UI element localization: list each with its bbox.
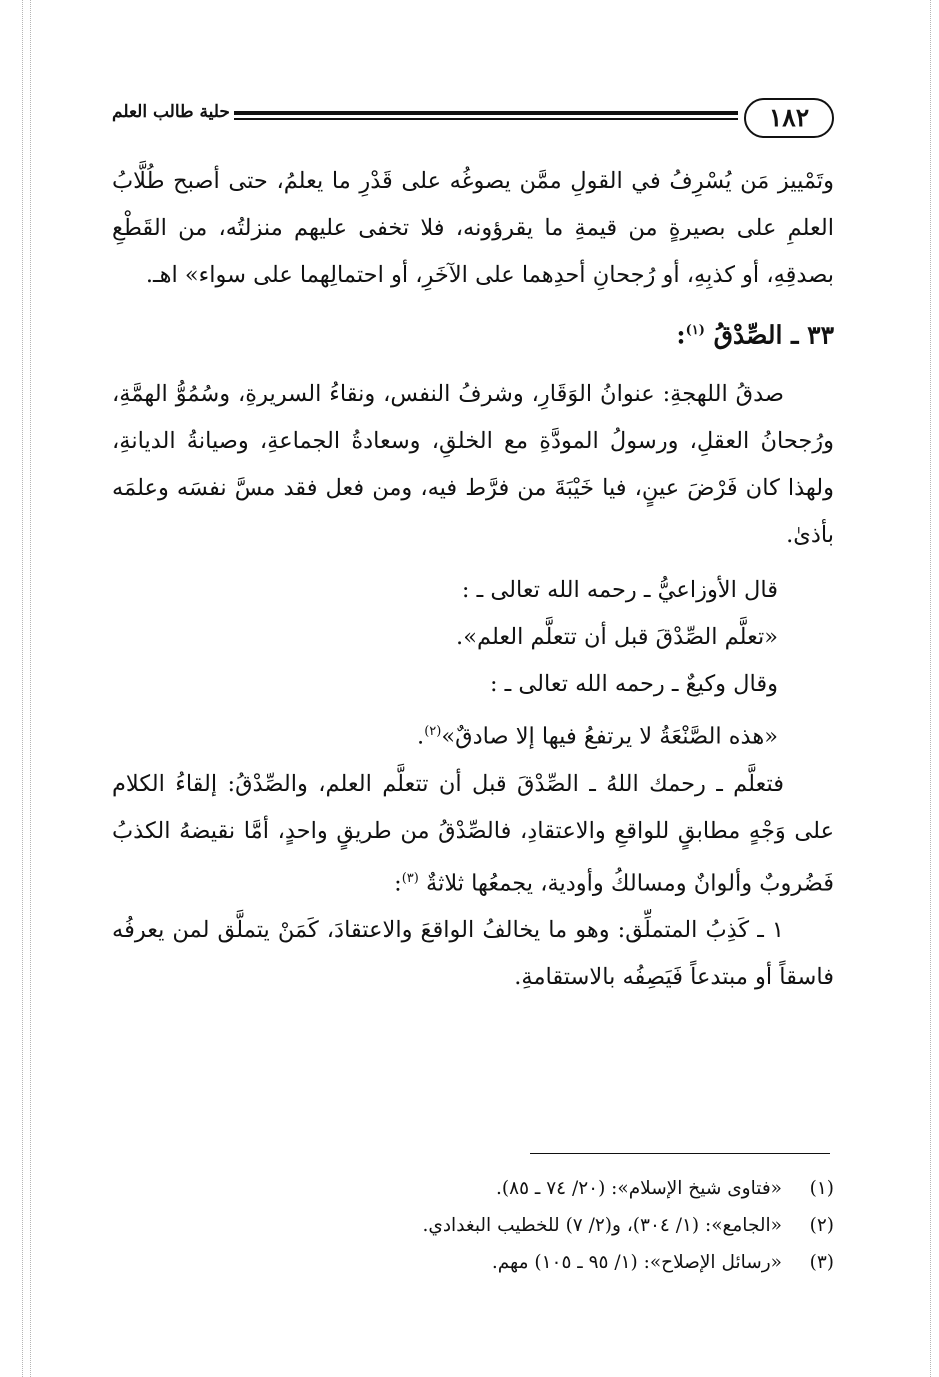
quote-intro: وقال وكيعٌ ـ رحمه الله تعالى ـ : <box>489 671 778 698</box>
paragraph-text: فتعلَّم ـ رحمك اللهُ ـ الصِّدْقَ قبل أن تتعلَّم العلم، والصِّدْقُ: إلقاءُ الكلام على وَجْهٍ مطابقٍ للواقعِ والاعتقادِ، فالصِّدْقُ من طريقٍ واحدٍ، أمَّا نقيضهُ الكذبُ فَضُروبٌ وألوانٌ ومسالكُ وأودية، يجمعُها ثلاثةٌ <box>112 770 834 897</box>
paragraph: صدقُ اللهجةِ: عنوانُ الوَقَارِ، وشرفُ النفس، ونقاءُ السريرةِ، وسُمُوُّ الهمَّةِ، ورُجحانُ العقلِ، ورسولُ المودَّةِ مع الخلقِ، وسعادةُ الجماعةِ، وصيانةُ الديانةِ، ولهذا كان فَرْضَ عينٍ، فيا خَيْبَةَ من فرَّط فيه، ومن فعل فقد مسَّ نفسَه وعلمَه بأذىٰ. <box>112 381 834 549</box>
header-rule <box>234 111 738 120</box>
page-header <box>112 96 834 146</box>
footnote-number: (١) <box>809 1178 834 1199</box>
scan-margin-dots <box>930 0 931 1377</box>
footnote <box>112 1207 834 1244</box>
book-title: حلية طالب العلم <box>112 102 230 122</box>
footnote-ref: (٢) <box>424 724 442 740</box>
heading-colon: : <box>676 320 686 350</box>
footnotes <box>112 1170 834 1281</box>
footnote <box>112 1170 834 1207</box>
heading-text: ٣٣ ـ الصِّدْقُ <box>713 320 834 350</box>
paragraph <box>112 761 834 908</box>
quote-end: . <box>417 723 425 750</box>
page-number: ١٨٢ <box>744 98 834 138</box>
paragraph-end: : <box>394 870 402 897</box>
footnote-number: (٣) <box>809 1252 834 1273</box>
scan-margin-dots <box>22 0 23 1377</box>
quote: «تعلَّم الصِّدْقَ قبل أن تتعلَّم العلم». <box>456 624 778 651</box>
scan-margin-dots <box>30 0 31 1377</box>
paragraph: وتَمْييز مَن يُسْرِفُ في القولِ ممَّن يصوغُه على قَدْرِ ما يعلمُ، حتى أصبح طُلَّابُ العلمِ على بصيرةٍ من قيمةِ ما يقرؤونه، فلا تخفى عليهم منزلتُه، من القَطْعِ بصدقِهِ، أو كذبِهِ، أو رُجحانِ أحدِهما على الآخَرِ، أو احتمالِهما على سواء» اهـ. <box>112 168 834 288</box>
main-text <box>112 158 834 1001</box>
quote-intro: قال الأوزاعيُّ ـ رحمه الله تعالى ـ : <box>461 577 778 604</box>
paragraph: ١ ـ كَذِبُ المتملِّق: وهو ما يخالفُ الواقعَ والاعتقادَ، كَمَنْ يتملَّق لمن يعرفُه فاسقاً أو مبتدعاً فَيَصِفُه بالاستقامةِ. <box>112 917 834 991</box>
footnote-text: «فتاوى شيخ الإسلام»: (٢٠/ ٧٤ ـ ٨٥). <box>496 1178 782 1199</box>
quote <box>112 708 834 761</box>
quote-text: «هذه الصَّنْعَةُ لا يرتفعُ فيها إلا صادقٌ» <box>441 723 778 750</box>
footnote-text: «الجامع»: (١/ ٣٠٤)، و(٢/ ٧) للخطيب البغدادي. <box>422 1215 782 1236</box>
footnote-ref: (١) <box>685 323 705 338</box>
footnote <box>112 1244 834 1281</box>
footnote-ref: (٣) <box>401 870 419 886</box>
footnote-text: «رسائل الإصلاح»: (١/ ٩٥ ـ ١٠٥) مهم. <box>491 1252 782 1273</box>
footnote-number: (٢) <box>809 1215 834 1236</box>
section-heading <box>112 303 834 363</box>
footnote-rule <box>530 1153 830 1154</box>
